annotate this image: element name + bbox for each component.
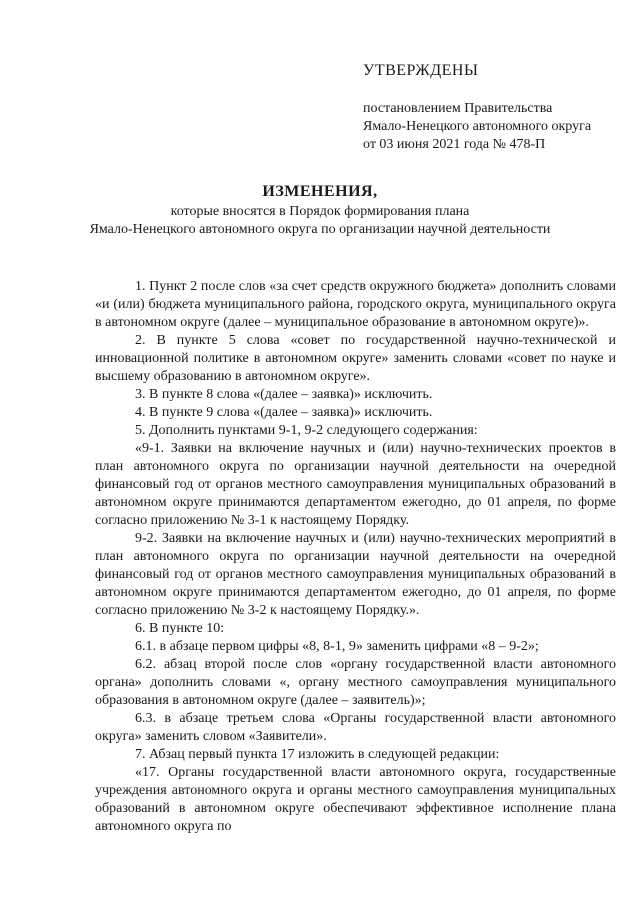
paragraph: 1. Пункт 2 после слов «за счет средств окружного бюджета» дополнить словами «и (или) бюджета муниципального района, городского округа, муниципального округа в автономном округе (далее – муниципальное образование в автономном округе)». xyxy=(95,279,616,330)
decree-line: Ямало-Ненецкого автономного округа xyxy=(363,119,592,134)
paragraph: 9-2. Заявки на включение научных и (или) научно-технических мероприятий в план автономного округа по организации научной деятельности на очередной финансовый год от органов местного самоуправления муниципальных образований в автономном округе принимаются департаментом ежегодно, до 01 апреля, по форме согласно приложению № 3-2 к настоящему Порядку.». xyxy=(95,531,616,618)
decree-line: от 03 июня 2021 года № 478-П xyxy=(363,137,546,152)
paragraph: 3. В пункте 8 слова «(далее – заявка)» исключить. xyxy=(135,387,433,402)
paragraph: 6.3. в абзаце третьем слова «Органы государственной власти автономного округа» заменить словом «Заявители». xyxy=(95,711,616,744)
document-subtitle xyxy=(0,203,640,239)
paragraph: 2. В пункте 5 слова «совет по государственной научно-технической и инновационной политике в автономном округе» заменить словами «совет по науке и высшему образованию в автономном округе». xyxy=(95,333,616,384)
paragraph: 6.1. в абзаце первом цифры «8, 8-1, 9» заменить цифрами «8 – 9-2»; xyxy=(135,639,539,654)
document-title: ИЗМЕНЕНИЯ, xyxy=(262,183,378,200)
paragraph: «9-1. Заявки на включение научных и (или) научно-технических проектов в план автономного округа по организации научной деятельности на очередной финансовый год от органов местного самоуправления муниципальных образований в автономном округе принимаются департаментом ежегодно, до 01 апреля, по форме согласно приложению № 3-1 к настоящему Порядку. xyxy=(95,441,616,528)
paragraph: 6.2. абзац второй после слов «органу государственной власти автономного органа» дополнить словами «, органу местного самоуправления муниципального образования в автономном округе (далее – заявитель)»; xyxy=(95,657,616,708)
paragraph: 7. Абзац первый пункта 17 изложить в следующей редакции: xyxy=(135,747,500,762)
subtitle-line: Ямало-Ненецкого автономного округа по организации научной деятельности xyxy=(89,222,551,237)
paragraph: «17. Органы государственной власти автономного округа, государственные учреждения автономного округа и органы местного самоуправления муниципальных образований в автономном округе обеспечивают эффективное исполнение плана автономного округа по xyxy=(95,765,616,834)
paragraph: 4. В пункте 9 слова «(далее – заявка)» исключить. xyxy=(135,405,433,420)
paragraph: 5. Дополнить пунктами 9-1, 9-2 следующего содержания: xyxy=(135,423,478,438)
decree-line: постановлением Правительства xyxy=(363,101,553,116)
subtitle-line: которые вносятся в Порядок формирования плана xyxy=(170,204,470,219)
paragraph: 6. В пункте 10: xyxy=(135,621,225,636)
document-body xyxy=(95,278,616,836)
decree-reference xyxy=(363,100,591,154)
approval-heading: УТВЕРЖДЕНЫ xyxy=(363,62,479,79)
